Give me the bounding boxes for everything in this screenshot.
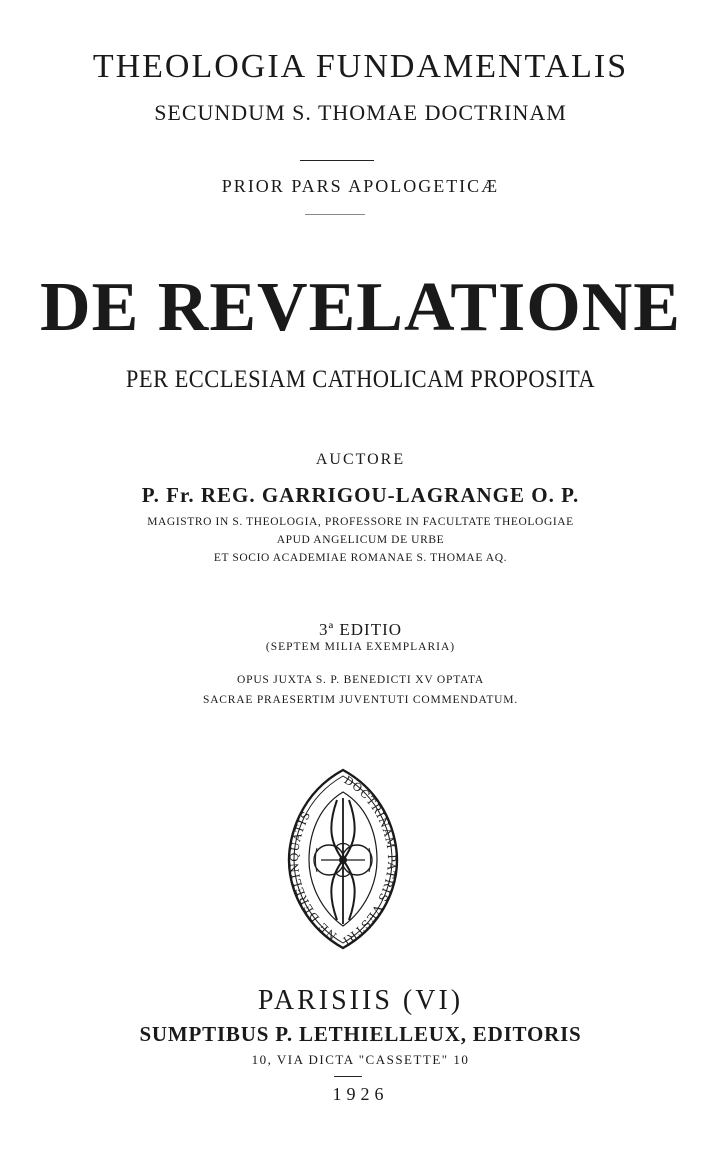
edition-note: OPUS JUXTA S. P. BENEDICTI XV OPTATA	[237, 674, 484, 686]
work-subtitle: PER ECCLESIAM CATHOLICAM PROPOSITA	[125, 366, 596, 393]
author-credential: APUD ANGELICUM DE URBE	[276, 534, 445, 546]
series-subtitle: SECUNDUM S. THOMAE DOCTRINAM	[154, 100, 567, 125]
work-title: DE REVELATIONE	[40, 269, 681, 346]
author-credential: MAGISTRO IN S. THEOLOGIA, PROFESSORE IN FACULTATE THEOLOGIAE	[147, 516, 574, 528]
divider-rule	[334, 1076, 362, 1077]
dominican-seal-icon	[287, 768, 399, 950]
divider-rule	[305, 214, 365, 215]
edition-copies: (SEPTEM MILIA EXEMPLARIA)	[265, 641, 456, 653]
imprint-city: PARISIIS (VI)	[257, 985, 464, 1016]
seal-inscription: DOCTRINAM PATRIS VESTRI NE DERELINQUATIS	[287, 773, 399, 948]
edition-number: 3ª EDITIO	[318, 620, 403, 639]
part-title: PRIOR PARS APOLOGETICÆ	[221, 176, 500, 196]
author-label: AUCTORE	[315, 451, 406, 468]
author-name: P. Fr. REG. GARRIGOU-LAGRANGE O. P.	[141, 483, 580, 507]
series-title: THEOLOGIA FUNDAMENTALIS	[92, 48, 629, 85]
author-credential: ET SOCIO ACADEMIAE ROMANAE S. THOMAE AQ.	[213, 552, 508, 564]
edition-note: SACRAE PRAESERTIM JUVENTUTI COMMENDATUM.	[203, 694, 518, 706]
imprint-address: 10, VIA DICTA "CASSETTE" 10	[251, 1052, 470, 1067]
imprint-year: 1926	[332, 1084, 389, 1104]
imprint-publisher: SUMPTIBUS P. LETHIELLEUX, EDITORIS	[139, 1022, 582, 1046]
divider-rule	[300, 160, 374, 161]
